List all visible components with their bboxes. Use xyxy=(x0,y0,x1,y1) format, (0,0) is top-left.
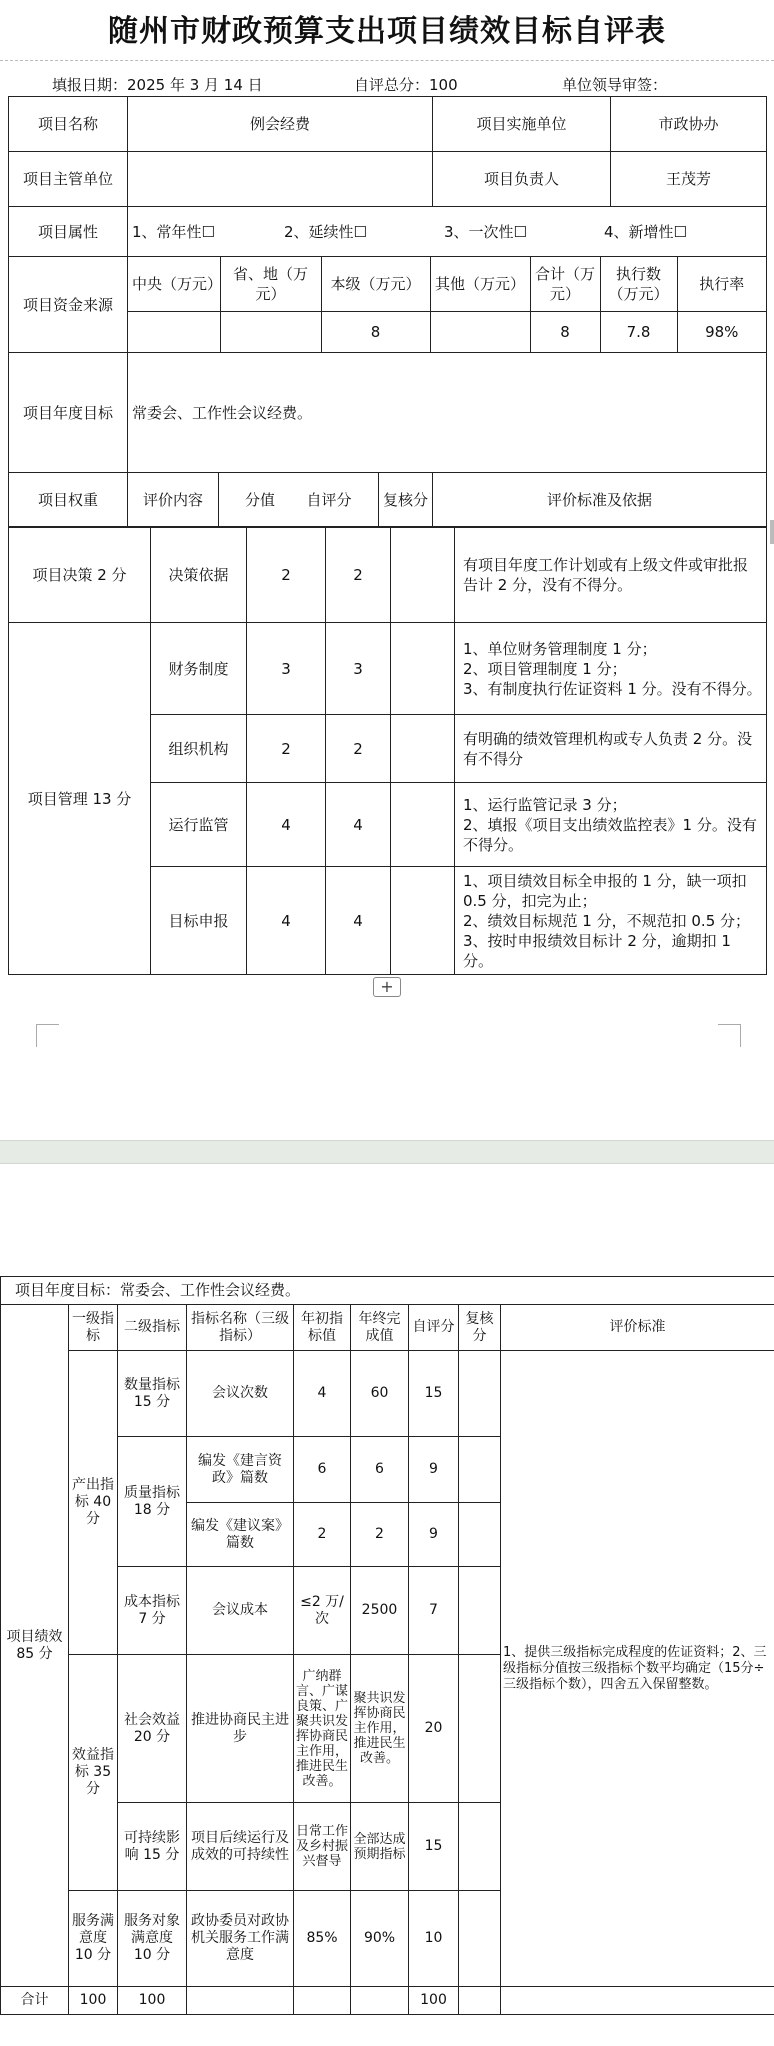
total-score xyxy=(354,74,458,95)
crop-mark xyxy=(36,1024,37,1046)
fund-header: 执行率 xyxy=(677,257,766,311)
proposal-self: 9 xyxy=(409,1503,459,1567)
eval-table xyxy=(8,526,767,975)
supervisor-label: 项目主管单位 xyxy=(9,152,128,207)
total-first: 100 xyxy=(69,1987,118,2015)
proposal-name: 编发《建议案》篇数 xyxy=(187,1503,294,1567)
social-final: 聚共识发挥协商民主作用，推进民生改善。 xyxy=(351,1655,409,1803)
fund-header: 执行数（万元） xyxy=(600,257,677,311)
decision-self: 2 xyxy=(326,527,391,623)
mgmt-criteria xyxy=(455,867,767,975)
meetings-init: 4 xyxy=(294,1351,351,1437)
proposal-final: 2 xyxy=(351,1503,409,1567)
benefit-label: 效益指标 35 分 xyxy=(69,1655,118,1891)
scrollbar-thumb[interactable] xyxy=(770,520,774,544)
eval-header: 评价内容 xyxy=(128,473,219,528)
criteria-line: 3、有制度执行佐证资料 1 分。没有不得分。 xyxy=(463,679,762,698)
impl-unit-label: 项目实施单位 xyxy=(433,97,611,152)
quantity-label: 数量指标 15 分 xyxy=(118,1351,187,1437)
info-eval-table xyxy=(8,96,767,528)
fund-header: 省、地（万元） xyxy=(220,257,321,311)
sustain-name: 项目后续运行及成效的可持续性 xyxy=(187,1803,294,1891)
page-title: 随州市财政预算支出项目绩效目标自评表 xyxy=(108,14,666,49)
fund-value: 98% xyxy=(677,311,766,352)
cost-self: 7 xyxy=(409,1567,459,1655)
eval-header xyxy=(219,473,379,528)
mgmt-self: 4 xyxy=(326,783,391,867)
fund-header: 本级（万元） xyxy=(321,257,430,311)
meetings-final: 60 xyxy=(351,1351,409,1437)
total-score-value: 100 xyxy=(429,76,458,94)
perf-group-label: 项目绩效 85 分 xyxy=(1,1305,69,1987)
decision-review xyxy=(391,527,455,623)
mgmt-review xyxy=(391,783,455,867)
perf-header: 评价标准 xyxy=(501,1305,774,1351)
mgmt-self: 4 xyxy=(326,867,391,975)
meetings-name: 会议次数 xyxy=(187,1351,294,1437)
attr-option: 3、一次性☐ xyxy=(444,222,527,241)
attr-options xyxy=(128,207,767,257)
service-init: 85% xyxy=(294,1891,351,1987)
mgmt-self: 2 xyxy=(326,715,391,783)
mgmt-score: 4 xyxy=(247,783,326,867)
criteria-line: 2、项目管理制度 1 分； xyxy=(463,659,627,678)
proposal-init: 2 xyxy=(294,1503,351,1567)
service-label: 服务满意度 10 分 xyxy=(69,1891,118,1987)
page-gap xyxy=(0,1140,774,1164)
attr-label: 项目属性 xyxy=(9,207,128,257)
mgmt-review xyxy=(391,715,455,783)
perf-header: 指标名称（三级指标） xyxy=(187,1305,294,1351)
cost-label: 成本指标 7 分 xyxy=(118,1567,187,1655)
mgmt-self: 3 xyxy=(326,623,391,715)
mgmt-content: 财务制度 xyxy=(151,623,247,715)
supervisor-value xyxy=(128,152,433,207)
advice-final: 6 xyxy=(351,1437,409,1503)
page-top-edge xyxy=(0,60,774,61)
mgmt-criteria xyxy=(455,623,767,715)
decision-criteria: 有项目年度工作计划或有上级文件或审批报告计 2 分，没有不得分。 xyxy=(455,527,767,623)
leader-sign-label: 单位领导审签： xyxy=(562,76,668,94)
decision-label: 项目决策 2 分 xyxy=(9,527,151,623)
total-label: 合计 xyxy=(1,1987,69,2015)
perf-header: 自评分 xyxy=(409,1305,459,1351)
fill-date-value: 2025 年 3 月 14 日 xyxy=(127,76,263,94)
fund-header: 其他（万元） xyxy=(430,257,530,311)
service-name: 政协委员对政协机关服务工作满意度 xyxy=(187,1891,294,1987)
impl-unit-value: 市政协办 xyxy=(611,97,767,152)
total-score-label: 自评总分： xyxy=(354,76,430,94)
cost-final: 2500 xyxy=(351,1567,409,1655)
fund-header: 中央（万元） xyxy=(128,257,220,311)
eval-header: 评价标准及依据 xyxy=(433,473,767,528)
decision-score: 2 xyxy=(247,527,326,623)
attr-option: 2、延续性☐ xyxy=(284,222,367,241)
criteria-line: 1、项目绩效目标全申报的 1 分，缺一项扣 0.5 分，扣完为止； xyxy=(463,871,747,910)
service-obj-label: 服务对象满意度 10 分 xyxy=(118,1891,187,1987)
perf-header: 二级指标 xyxy=(118,1305,187,1351)
fund-header: 合计（万元） xyxy=(530,257,600,311)
criteria-line: 2、填报《项目支出绩效监控表》1 分。没有不得分。 xyxy=(463,815,757,854)
mgmt-content: 运行监管 xyxy=(151,783,247,867)
fill-date-label: 填报日期： xyxy=(52,76,128,94)
project-name-label: 项目名称 xyxy=(9,97,128,152)
cost-init: ≤2 万/次 xyxy=(294,1567,351,1655)
eval-header: 项目权重 xyxy=(9,473,128,528)
service-final: 90% xyxy=(351,1891,409,1987)
eval-header-score: 分值 xyxy=(244,491,275,509)
crop-mark xyxy=(36,1024,59,1047)
fund-value xyxy=(220,311,321,352)
add-row-button[interactable]: + xyxy=(373,977,401,997)
social-init: 广纳群言、广谋良策、广聚共识发挥协商民主作用，推进民生改善。 xyxy=(294,1655,351,1803)
goal-label: 项目年度目标 xyxy=(9,353,128,473)
service-self: 10 xyxy=(409,1891,459,1987)
quality-label: 质量指标 18 分 xyxy=(118,1437,187,1567)
total-self: 100 xyxy=(409,1987,459,2015)
mgmt-review xyxy=(391,623,455,715)
project-name-value: 例会经费 xyxy=(128,97,433,152)
advice-init: 6 xyxy=(294,1437,351,1503)
fund-value xyxy=(430,311,530,352)
meetings-self: 15 xyxy=(409,1351,459,1437)
eval-header: 复核分 xyxy=(379,473,433,528)
mgmt-score: 2 xyxy=(247,715,326,783)
eval-header-self: 自评分 xyxy=(306,491,352,509)
fund-label: 项目资金来源 xyxy=(9,257,128,353)
sustain-self: 15 xyxy=(409,1803,459,1891)
fund-value: 7.8 xyxy=(600,311,677,352)
sustain-final: 全部达成预期指标 xyxy=(351,1803,409,1891)
perf-header: 一级指标 xyxy=(69,1305,118,1351)
mgmt-review xyxy=(391,867,455,975)
responsible-label: 项目负责人 xyxy=(433,152,611,207)
output-label: 产出指标 40 分 xyxy=(69,1351,118,1655)
attr-option: 1、常年性☐ xyxy=(132,222,215,241)
decision-content: 决策依据 xyxy=(151,527,247,623)
perf-header: 年终完成值 xyxy=(351,1305,409,1351)
fill-date xyxy=(52,74,263,95)
attr-option: 4、新增性☐ xyxy=(604,222,687,241)
mgmt-criteria xyxy=(455,783,767,867)
fund-value xyxy=(128,311,220,352)
mgmt-content: 组织机构 xyxy=(151,715,247,783)
performance-table xyxy=(0,1276,774,2015)
perf-header: 年初指标值 xyxy=(294,1305,351,1351)
social-label: 社会效益 20 分 xyxy=(118,1655,187,1803)
total-second: 100 xyxy=(118,1987,187,2015)
crop-mark xyxy=(718,1024,741,1047)
social-name: 推进协商民主进步 xyxy=(187,1655,294,1803)
perf-criteria: 1、提供三级指标完成程度的佐证资料；2、三级指标分值按三级指标个数平均确定（15分÷三级指标个数），四舍五入保留整数。 xyxy=(501,1351,774,1987)
criteria-line: 2、绩效目标规范 1 分，不规范扣 0.5 分； xyxy=(463,911,751,930)
criteria-line: 1、运行监管记录 3 分； xyxy=(463,795,627,814)
criteria-line: 3、按时申报绩效目标计 2 分，逾期扣 1 分。 xyxy=(463,931,731,970)
cost-name: 会议成本 xyxy=(187,1567,294,1655)
goal-value: 常委会、工作性会议经费。 xyxy=(128,353,767,473)
advice-name: 编发《建言资政》篇数 xyxy=(187,1437,294,1503)
mgmt-content: 目标申报 xyxy=(151,867,247,975)
advice-self: 9 xyxy=(409,1437,459,1503)
management-label: 项目管理 13 分 xyxy=(9,623,151,975)
perf-goal-line: 项目年度目标：常委会、工作性会议经费。 xyxy=(1,1277,774,1305)
mgmt-score: 4 xyxy=(247,867,326,975)
sustain-init: 日常工作及乡村振兴督导 xyxy=(294,1803,351,1891)
mgmt-criteria: 有明确的绩效管理机构或专人负责 2 分。没有不得分 xyxy=(455,715,767,783)
social-self: 20 xyxy=(409,1655,459,1803)
perf-header: 复核分 xyxy=(459,1305,501,1351)
fund-value: 8 xyxy=(321,311,430,352)
sustain-label: 可持续影响 15 分 xyxy=(118,1803,187,1891)
fund-value: 8 xyxy=(530,311,600,352)
fund-table xyxy=(128,257,766,352)
mgmt-score: 3 xyxy=(247,623,326,715)
responsible-value: 王茂芳 xyxy=(611,152,767,207)
criteria-line: 1、单位财务管理制度 1 分； xyxy=(463,639,657,658)
